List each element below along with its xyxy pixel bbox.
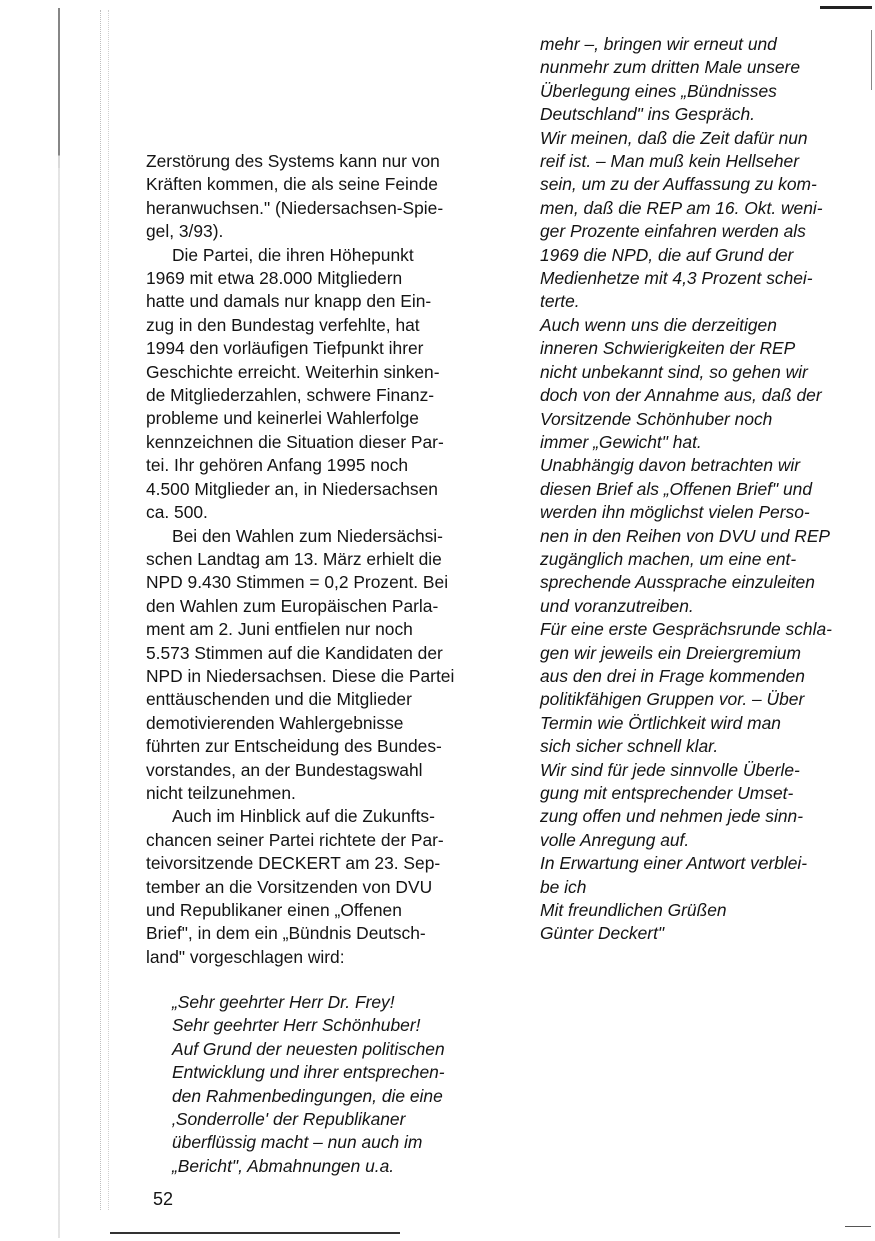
letter-text-line: nunmehr zum dritten Male unsere [540,57,801,78]
left-text-line: 1994 den vorläufigen Tiefpunkt ihrer [146,338,424,359]
left-text-line: schen Landtag am 13. März erhielt die [146,548,442,569]
letter-text-line: In Erwartung einer Antwort verblei- [540,853,808,874]
letter-text-line: reif ist. – Man muß kein Hellseher [540,151,800,172]
letter-text-line: inneren Schwierigkeiten der REP [540,338,796,359]
left-text-line: 4.500 Mitglieder an, in Niedersachsen [146,478,438,499]
left-text-line: nicht teilzunehmen. [146,782,296,803]
letter-text-line: men, daß die REP am 16. Okt. weni- [540,197,823,218]
letter-text-line: doch von der Annahme aus, daß der [540,385,822,406]
letter-text-line: Vorsitzende Schönhuber noch [540,408,773,429]
left-text-line: Brief", in dem ein „Bündnis Deutsch- [146,923,426,944]
quote-text-line: Entwicklung und ihrer entsprechen- [172,1062,445,1083]
left-text-line: Geschichte erreicht. Weiterhin sinken- [146,361,440,382]
letter-text-line: und voranzutreiben. [540,595,694,616]
scan-edge-dots-inner [108,10,110,1210]
left-text-line: Die Partei, die ihren Höhepunkt [172,244,414,265]
quote-text-line: „Sehr geehrter Herr Dr. Frey! [172,992,395,1012]
left-text-line: probleme und keinerlei Wahlerfolge [146,408,419,429]
letter-text-line: werden ihn möglichst vielen Perso- [540,502,810,523]
letter-text-line: Deutschland" ins Gespräch. [540,104,755,125]
quote-text-line: den Rahmenbedingungen, die eine [172,1085,443,1106]
letter-text-line: Medienhetze mit 4,3 Prozent schei- [540,268,813,289]
left-text-line: land" vorgeschlagen wird: [146,946,345,967]
letter-text-line: zung offen und nehmen jede sinn- [540,806,803,827]
letter-text-line: gen wir jeweils ein Dreiergremium [540,642,801,663]
left-text-line: 5.573 Stimmen auf die Kandidaten der [146,642,443,663]
letter-text-line: 1969 die NPD, die auf Grund der [540,244,794,265]
scan-bottom-right-mark [845,1226,871,1227]
letter-text-line: diesen Brief als „Offenen Brief" und [540,478,813,499]
left-text-line: enttäuschenden und die Mitglieder [146,689,412,710]
right-column-letter [540,33,832,946]
left-text-line: ca. 500. [146,502,208,523]
left-text-line: Zerstörung des Systems kann nur von [146,151,440,171]
left-text-line: kennzeichnen die Situation dieser Par- [146,431,444,452]
left-text-line: tei. Ihr gehören Anfang 1995 noch [146,455,409,476]
left-text-line: gel, 3/93). [146,221,224,242]
letter-text-line: politikfähigen Gruppen vor. – Über [540,689,805,710]
left-text-line: chancen seiner Partei richtete der Par- [146,829,444,850]
quote-text-line: Sehr geehrter Herr Schönhuber! [172,1015,421,1036]
quote-text-line: „Bericht", Abmahnungen u.a. [172,1155,395,1176]
letter-text-line: zugänglich machen, um eine ent- [540,548,797,569]
left-text-line: teivorsitzende DECKERT am 23. Sep- [146,853,441,874]
letter-text-line: Überlegung eines „Bündnisses [540,80,777,101]
letter-text-line: mehr –, bringen wir erneut und [540,34,777,54]
left-text-line: vorstandes, an der Bundestagswahl [146,759,423,780]
left-text-line: NPD in Niedersachsen. Diese die Partei [146,665,455,686]
letter-text-line: Günter Deckert" [540,923,665,944]
left-text-line: Bei den Wahlen zum Niedersächsi- [172,525,443,546]
letter-text-line: nicht unbekannt sind, so gehen wir [540,361,808,382]
quote-text-line: überflüssig macht – nun auch im [172,1132,423,1153]
left-text-line: demotivierenden Wahlergebnisse [146,712,404,733]
letter-text-line: Mit freundlichen Grüßen [540,900,727,921]
letter-text-line: Wir meinen, daß die Zeit dafür nun [540,127,808,148]
left-column [146,150,454,969]
scan-corner-mark [820,6,872,9]
scan-bottom-line [110,1232,400,1234]
letter-text-line: Unabhängig davon betrachten wir [540,455,801,476]
scan-edge-dots [100,10,102,1210]
scan-right-edge [871,30,872,90]
scan-edge-left [58,8,60,1238]
letter-text-line: sich sicher schnell klar. [540,736,719,757]
page-number: 52 [153,1189,174,1209]
letter-text-line: volle Anregung auf. [540,829,690,850]
left-text-line: Kräften kommen, die als seine Feinde [146,174,438,195]
letter-text-line: be ich [540,876,587,897]
letter-text-line: immer „Gewicht" hat. [540,431,702,452]
left-text-line: Auch im Hinblick auf die Zukunfts- [172,806,435,827]
letter-text-line: Auch wenn uns die derzeitigen [540,314,777,335]
left-text-line: ment am 2. Juni entfielen nur noch [146,619,413,640]
letter-text-line: Termin wie Örtlichkeit wird man [540,712,781,733]
letter-text-line: ger Prozente einfahren werden als [540,221,806,242]
letter-quote-start [172,991,445,1178]
left-text-line: hatte und damals nur knapp den Ein- [146,291,432,312]
left-text-line: zug in den Bundestag verfehlte, hat [146,314,420,335]
left-text-line: 1969 mit etwa 28.000 Mitgliedern [146,268,403,289]
left-text-line: führten zur Entscheidung des Bundes- [146,736,442,757]
quote-text-line: Auf Grund der neuesten politischen [172,1038,445,1059]
letter-text-line: Wir sind für jede sinnvolle Überle- [540,759,800,780]
letter-text-line: sein, um zu der Auffassung zu kom- [540,174,817,195]
letter-text-line: nen in den Reihen von DVU und REP [540,525,831,546]
letter-text-line: aus den drei in Frage kommenden [540,665,805,686]
letter-text-line: terte. [540,291,580,312]
left-text-line: tember an die Vorsitzenden von DVU [146,876,433,897]
letter-text-line: Für eine erste Gesprächsrunde schla- [540,619,832,640]
left-text-line: NPD 9.430 Stimmen = 0,2 Prozent. Bei [146,572,449,593]
quote-text-line: ‚Sonderrolle' der Republikaner [172,1109,406,1130]
left-text-line: den Wahlen zum Europäischen Parla- [146,595,439,616]
left-text-line: heranwuchsen." (Niedersachsen-Spie- [146,197,444,218]
left-text-line: und Republikaner einen „Offenen [146,900,402,920]
letter-text-line: sprechende Aussprache einzuleiten [540,572,815,593]
left-text-line: de Mitgliederzahlen, schwere Finanz- [146,385,435,406]
letter-text-line: gung mit entsprechender Umset- [540,783,794,803]
